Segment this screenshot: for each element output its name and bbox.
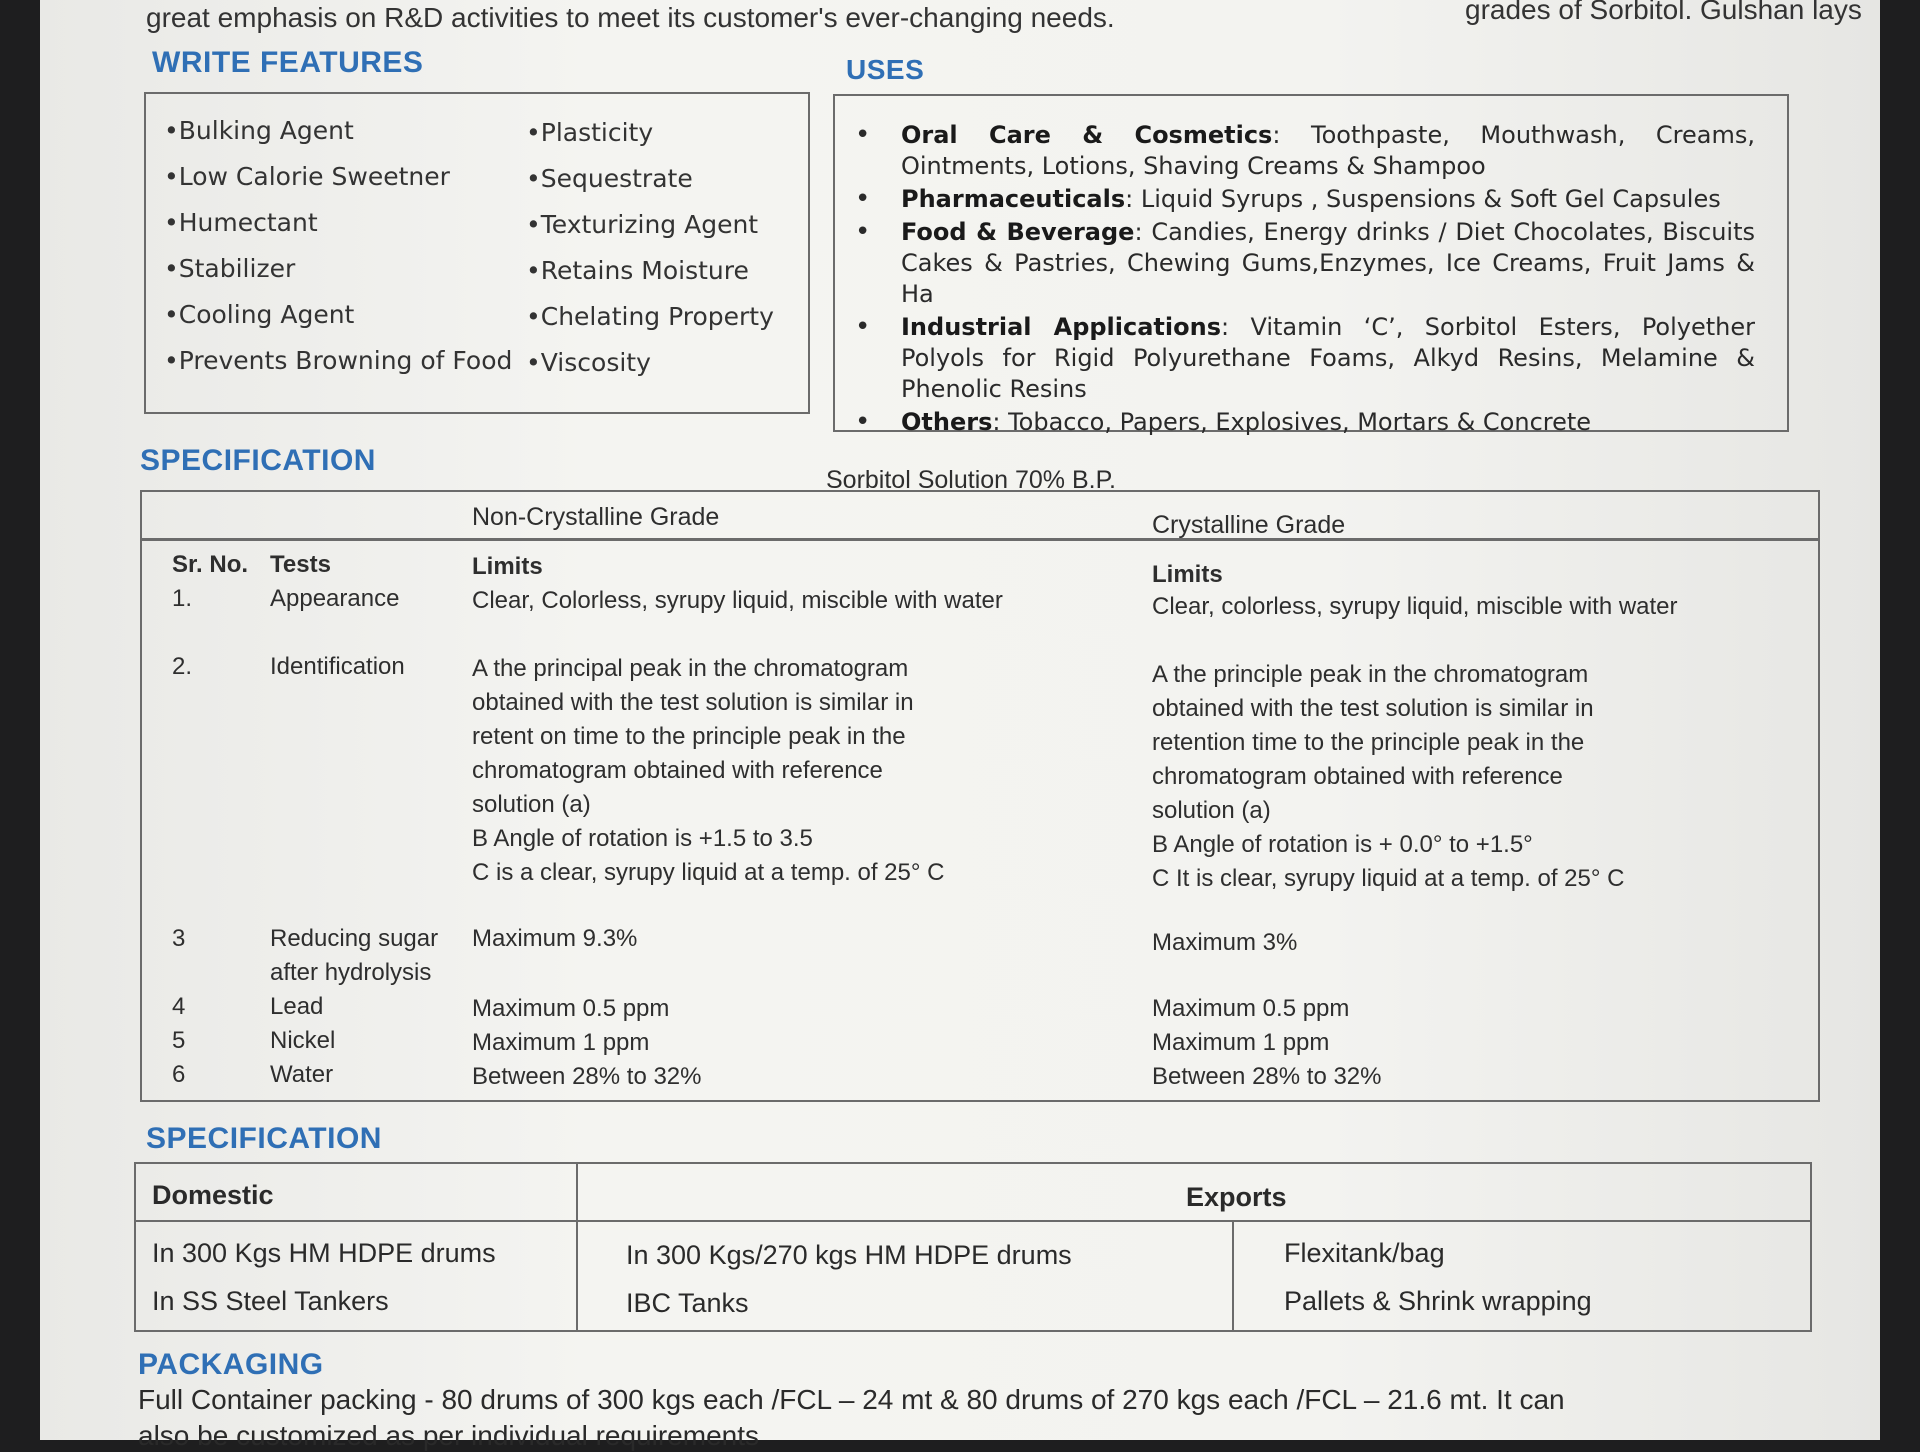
row-test-line: after hydrolysis [270, 959, 432, 986]
row-limit-nc-line: C is a clear, syrupy liquid at a temp. of 25° C [472, 859, 945, 886]
row-limit-c: Maximum 0.5 ppm [1152, 995, 1350, 1022]
packing-table [134, 1162, 1812, 1332]
table-title: Sorbitol Solution 70% B.P. [826, 466, 1117, 494]
uses-box [833, 94, 1789, 436]
row-limit-nc-line: solution (a) [472, 791, 591, 818]
uses-item-label: Others [901, 408, 993, 436]
row-sr: 6 [172, 1061, 186, 1088]
row-test-line: Reducing sugar [270, 925, 439, 952]
uses-item-text: : Vitamin ‘C’, Sorbitol Esters, Polyether Polyols for Rigid Polyurethane Foams, Alkyd Resins, Melamine & Phenolic Resins [901, 313, 1756, 403]
row-limit-nc: Maximum 1 ppm [472, 1029, 650, 1056]
domestic-item: In 300 Kgs HM HDPE drums [152, 1238, 496, 1268]
row-limit-c: Maximum 3% [1152, 929, 1298, 956]
row-limit-c-line: solution (a) [1152, 797, 1271, 824]
table-divider [576, 1164, 578, 1330]
specification-table [140, 490, 1820, 1102]
row-limit-c-line: retention time to the principle peak in the [1152, 729, 1585, 756]
header-limits-nc: Limits [472, 553, 543, 580]
packaging-heading: PACKAGING [138, 1348, 324, 1381]
row-limit-nc-line: retent on time to the principle peak in the [472, 723, 906, 750]
header-tests: Tests [270, 551, 331, 578]
feature-item: • Texturizing Agent [526, 210, 758, 239]
grade-crystalline: Crystalline Grade [1152, 511, 1346, 539]
domestic-header: Domestic [152, 1180, 274, 1210]
row-limit-c: Clear, colorless, syrupy liquid, miscible with water [1152, 593, 1678, 620]
row-limit-nc: Maximum 0.5 ppm [472, 995, 670, 1022]
row-limit-nc: Clear, Colorless, syrupy liquid, miscible with water [472, 587, 1003, 614]
row-limit-nc: Between 28% to 32% [472, 1063, 702, 1090]
specification2-heading: SPECIFICATION [146, 1122, 382, 1155]
table-divider [142, 538, 1818, 541]
uses-item [835, 407, 1755, 438]
feature-item: • Sequestrate [526, 164, 693, 193]
row-limit-c: Between 28% to 32% [1152, 1063, 1382, 1090]
feature-item: • Humectant [164, 208, 318, 237]
feature-item: • Plasticity [526, 118, 653, 147]
exports-item: Flexitank/bag [1284, 1238, 1445, 1268]
uses-item [835, 120, 1755, 182]
feature-item: • Prevents Browning of Food [164, 346, 512, 375]
row-test: Water [270, 1061, 334, 1088]
row-test: Identification [270, 653, 405, 680]
specification-heading: SPECIFICATION [140, 444, 376, 477]
exports-item: In 300 Kgs/270 kgs HM HDPE drums [626, 1240, 1072, 1270]
row-limit-c-line: B Angle of rotation is + 0.0° to +1.5° [1152, 831, 1533, 858]
uses-item-text: : Tobacco, Papers, Explosives, Mortars & Concrete [992, 408, 1592, 436]
intro-text-left: great emphasis on R&D activities to meet its customer's ever-changing needs. [146, 2, 1115, 33]
uses-item [835, 184, 1755, 215]
uses-item-text: : Candies, Energy drinks / Diet Chocolates, Biscuits Cakes & Pastries, Chewing Gums,Enzymes, Ice Creams, Fruit Jams & Ha [901, 218, 1756, 308]
header-sr-no: Sr. No. [172, 551, 249, 578]
header-limits-c: Limits [1152, 561, 1223, 588]
domestic-item: In SS Steel Tankers [152, 1286, 389, 1316]
row-limit-nc: Maximum 9.3% [472, 925, 638, 952]
feature-item: • Viscosity [526, 348, 651, 377]
row-test: Nickel [270, 1027, 336, 1054]
row-test: Lead [270, 993, 324, 1020]
feature-item: • Chelating Property [526, 302, 774, 331]
table-divider [1232, 1220, 1234, 1330]
uses-item [835, 217, 1755, 310]
row-sr: 4 [172, 993, 186, 1020]
feature-item: • Stabilizer [164, 254, 295, 283]
feature-item: • Bulking Agent [164, 116, 354, 145]
exports-item: IBC Tanks [626, 1288, 749, 1318]
row-limit-c-line: A the principle peak in the chromatogram [1152, 661, 1589, 688]
uses-list [835, 120, 1755, 440]
write-features-heading: WRITE FEATURES [152, 46, 424, 79]
exports-header: Exports [1186, 1182, 1287, 1212]
row-sr: 5 [172, 1027, 186, 1054]
table-divider [136, 1220, 1810, 1222]
uses-item-label: Industrial Applications [901, 313, 1221, 341]
feature-item: • Cooling Agent [164, 300, 354, 329]
row-limit-nc-line: obtained with the test solution is similar in [472, 689, 914, 716]
uses-item-text: : Toothpaste, Mouthwash, Creams, Ointments, Lotions, Shaving Creams & Shampoo [901, 121, 1755, 180]
row-sr: 2. [172, 653, 193, 680]
row-limit-nc-line: B Angle of rotation is +1.5 to 3.5 [472, 825, 813, 852]
packaging-text-line1: Full Container packing - 80 drums of 300 kgs each /FCL – 24 mt & 80 drums of 270 kgs each /FCL – 21.6 mt. It can [138, 1384, 1565, 1415]
write-features-box [144, 92, 810, 414]
packaging-text-line2: also be customized as per individual requirements [138, 1420, 759, 1451]
feature-item: • Retains Moisture [526, 256, 749, 285]
uses-item-label: Oral Care & Cosmetics [901, 121, 1273, 149]
row-limit-c: Maximum 1 ppm [1152, 1029, 1330, 1056]
uses-item-label: Pharmaceuticals [901, 185, 1126, 213]
row-sr: 3 [172, 925, 186, 952]
intro-text-right: grades of Sorbitol. Gulshan lays [1465, 0, 1862, 25]
row-sr: 1. [172, 585, 193, 612]
row-test: Appearance [270, 585, 400, 612]
grade-non-crystalline: Non-Crystalline Grade [472, 503, 720, 531]
feature-item: • Low Calorie Sweetner [164, 162, 450, 191]
uses-item [835, 312, 1755, 405]
uses-heading: USES [846, 54, 925, 85]
uses-item-text: : Liquid Syrups , Suspensions & Soft Gel Capsules [1125, 185, 1721, 213]
row-limit-c-line: C It is clear, syrupy liquid at a temp. of 25° C [1152, 865, 1625, 892]
row-limit-c-line: chromatogram obtained with reference [1152, 763, 1563, 790]
uses-item-label: Food & Beverage [901, 218, 1135, 246]
exports-item: Pallets & Shrink wrapping [1284, 1286, 1592, 1316]
row-limit-nc-line: chromatogram obtained with reference [472, 757, 883, 784]
row-limit-c-line: obtained with the test solution is similar in [1152, 695, 1594, 722]
brochure-page [40, 0, 1880, 1451]
row-limit-nc-line: A the principal peak in the chromatogram [472, 655, 909, 682]
